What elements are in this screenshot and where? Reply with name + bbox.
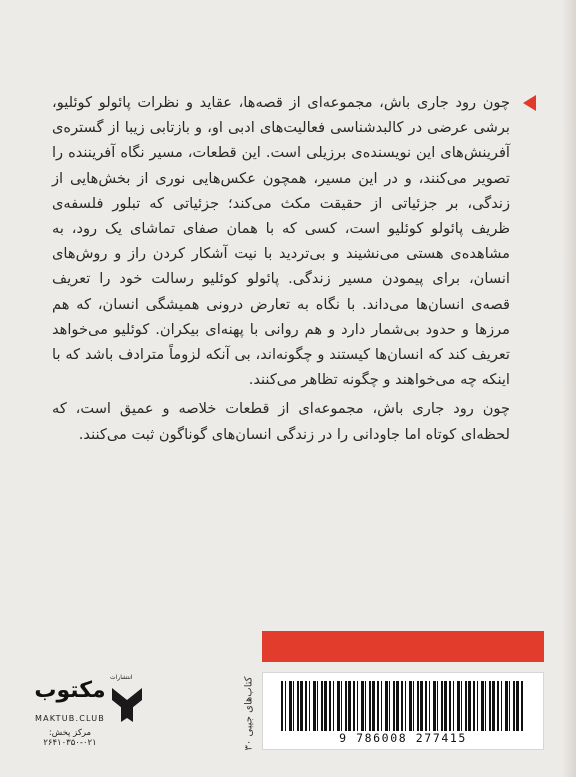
publisher-logo [28, 670, 136, 755]
distribution-phone: مرکز پخش: ۰۲۱-۲۶۴۱۰۳۵۰ [43, 728, 97, 748]
series-label: کتاب‌های جیبی ۳۰ [243, 676, 255, 751]
back-cover-blurb [52, 90, 510, 447]
barcode-panel [262, 672, 544, 750]
isbn-number: 9 786008 277415 [339, 731, 467, 745]
spine-shadow [562, 0, 576, 777]
blurb-paragraph-2: چون رود جاری باش، مجموعه‌ای از قطعات خلاصه و عمیق است، که لحظه‌ای کوتاه اما جاودانی را در زندگی انسان‌های گوناگون ثبت می‌کنند. [52, 400, 510, 443]
red-triangle-marker-icon [523, 95, 536, 111]
maktub-chevron-logo-icon [112, 680, 142, 722]
blurb-paragraph-1: چون رود جاری باش، مجموعه‌ای از قصه‌ها، عقاید و نظرات پائولو کوئلیو، برشی عرضی در کالبدشناسی فعالیت‌های ادبی او، و بازتابی زیبا از گستره‌ی آفرینش‌های این نویسنده‌ی برزیلی است. این قطعات، مسیر نگاه آفریننده را تصویر می‌کنند، و در این مسیر، همچون عکس‌هایی نوری از بخش‌هایی از زندگی، بر جزئیاتی از حقیقت مکث می‌کند؛ جزئیاتی که تبلور فلسفه‌ی ظریف پائولو کوئلیو است، کسی که با همان صفای تماشای یک رود، به مشاهده‌ی هستی می‌نشیند و بی‌تردید با نیت آشکار کردن راز و روش‌های انسان، برای پیمودن مسیر زندگی. پائولو کوئلیو رسالت خود را تعریف قصه‌ی انسان‌ها می‌داند. با نگاه به تعارض درونی همیشگی انسان، که هم مرزها و حدود بی‌شمار دارد و هم روانی با پهنه‌ای بیکران. کوئلیو می‌خواهد تعریف کند که انسان‌ها کیستند و چگونه‌اند، بی آنکه لزوماً مترادف باشد که با اینکه چه می‌خواهند و چگونه تظاهر می‌کنند. [52, 94, 510, 389]
red-accent-band [262, 631, 544, 662]
publisher-subtitle: انتشارات [110, 674, 133, 681]
publisher-name: مکتوب [34, 678, 106, 703]
barcode-bars [281, 681, 525, 731]
publisher-site: MAKTUB.CLUB [35, 714, 105, 723]
